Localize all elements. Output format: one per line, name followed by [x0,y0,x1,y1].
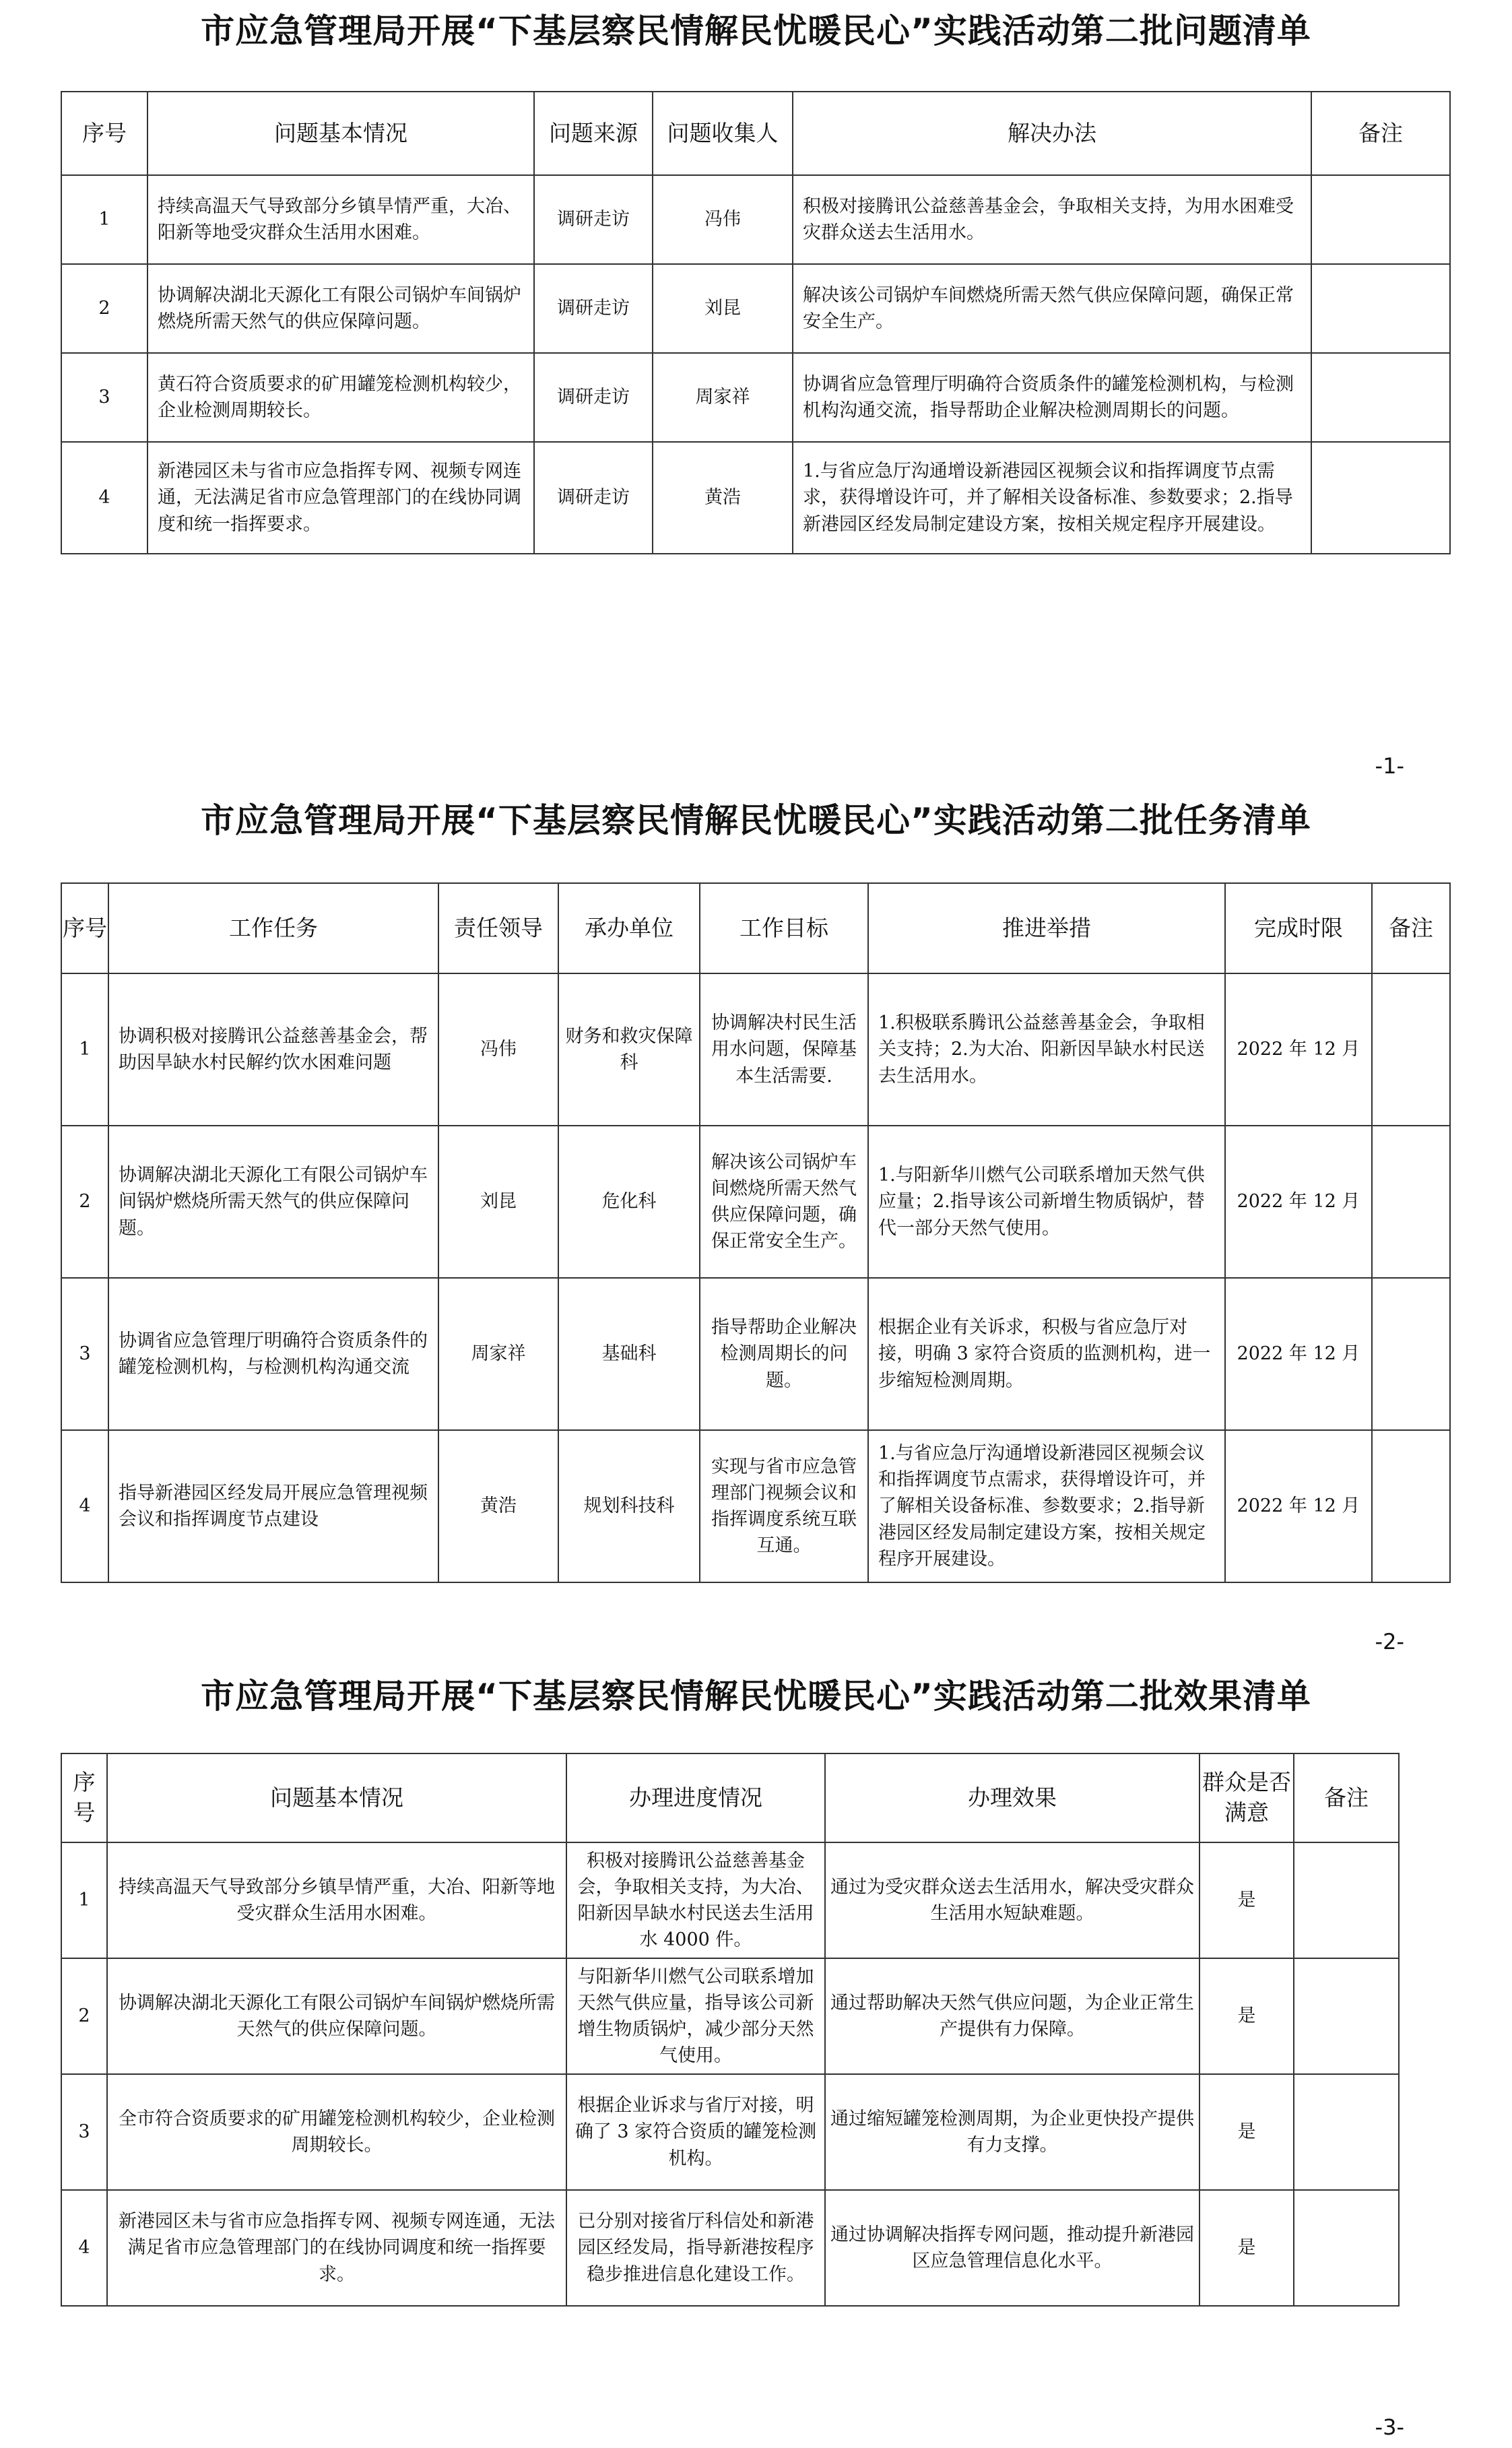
cell-satisfied: 是 [1199,2074,1294,2190]
cell-situation: 协调解决湖北天源化工有限公司锅炉车间锅炉燃烧所需天然气的供应保障问题。 [107,1958,566,2074]
cell-situation: 新港园区未与省市应急指挥专网、视频专网连通，无法满足省市应急管理部门的在线协同调度和统一指挥要求。 [107,2190,566,2306]
cell-no: 1 [61,175,147,264]
header-goal: 工作目标 [700,883,868,973]
cell-no: 3 [61,1278,108,1430]
cell-leader: 刘昆 [438,1126,558,1278]
table-row [61,1278,1450,1430]
cell-unit: 规划科技科 [558,1430,700,1582]
table-row [61,1430,1450,1582]
cell-deadline: 2022 年 12 月 [1225,1126,1372,1278]
cell-remark [1294,1842,1399,1958]
effect-list-title: 市应急管理局开展“下基层察民情解民忧暖民心”实践活动第二批效果清单 [201,1677,1311,1716]
cell-source: 调研走访 [534,264,653,353]
cell-task: 协调积极对接腾讯公益慈善基金会，帮助因旱缺水村民解约饮水困难问题 [108,973,438,1126]
cell-solution: 1.与省应急厅沟通增设新港园区视频会议和指挥调度节点需求，获得增设许可，并了解相关设备标准、参数要求；2.指导新港园区经发局制定建设方案，按相关规定程序开展建设。 [793,442,1311,554]
cell-solution: 积极对接腾讯公益慈善基金会，争取相关支持，为用水困难受灾群众送去生活用水。 [793,175,1311,264]
cell-unit: 危化科 [558,1126,700,1278]
cell-task: 协调解决湖北天源化工有限公司锅炉车间锅炉燃烧所需天然气的供应保障问题。 [108,1126,438,1278]
table-row [61,1126,1450,1278]
cell-situation: 持续高温天气导致部分乡镇旱情严重，大冶、阳新等地受灾群众生活用水困难。 [147,175,534,264]
header-collector: 问题收集人 [653,92,793,175]
cell-collector: 冯伟 [653,175,793,264]
cell-measure: 1.与省应急厅沟通增设新港园区视频会议和指挥调度节点需求，获得增设许可，并了解相关设备标准、参数要求；2.指导新港园区经发局制定建设方案，按相关规定程序开展建设。 [868,1430,1225,1582]
header-leader: 责任领导 [438,883,558,973]
header-effect: 办理效果 [825,1753,1199,1842]
table-row [61,973,1450,1126]
header-unit: 承办单位 [558,883,700,973]
cell-remark [1294,1958,1399,2074]
cell-satisfied: 是 [1199,1958,1294,2074]
header-satisfied: 群众是否满意 [1199,1753,1294,1842]
cell-remark [1311,442,1450,554]
task-list-title: 市应急管理局开展“下基层察民情解民忧暖民心”实践活动第二批任务清单 [201,801,1311,840]
table-row [61,2074,1399,2190]
header-source: 问题来源 [534,92,653,175]
header-no: 序号 [61,92,147,175]
cell-collector: 刘昆 [653,264,793,353]
cell-progress: 积极对接腾讯公益慈善基金会，争取相关支持，为大冶、阳新因旱缺水村民送去生活用水 4000 件。 [566,1842,825,1958]
cell-goal: 协调解决村民生活用水问题，保障基本生活需要. [700,973,868,1126]
table-row [61,1842,1399,1958]
cell-situation: 全市符合资质要求的矿用罐笼检测机构较少，企业检测周期较长。 [107,2074,566,2190]
table-row [61,264,1450,353]
header-no: 序号 [61,1753,107,1842]
header-remark: 备注 [1294,1753,1399,1842]
cell-effect: 通过协调解决指挥专网问题，推动提升新港园区应急管理信息化水平。 [825,2190,1199,2306]
cell-effect: 通过缩短罐笼检测周期，为企业更快投产提供有力支撑。 [825,2074,1199,2190]
cell-remark [1311,175,1450,264]
cell-situation: 协调解决湖北天源化工有限公司锅炉车间锅炉燃烧所需天然气的供应保障问题。 [147,264,534,353]
header-remark: 备注 [1372,883,1450,973]
cell-no: 2 [61,1126,108,1278]
cell-no: 1 [61,1842,107,1958]
cell-no: 4 [61,442,147,554]
table-row [61,2190,1399,2306]
header-progress: 办理进度情况 [566,1753,825,1842]
cell-goal: 指导帮助企业解决检测周期长的问题。 [700,1278,868,1430]
cell-situation: 持续高温天气导致部分乡镇旱情严重，大冶、阳新等地受灾群众生活用水困难。 [107,1842,566,1958]
cell-measure: 1.与阳新华川燃气公司联系增加天然气供应量；2.指导该公司新增生物质锅炉，替代一部分天然气使用。 [868,1126,1225,1278]
cell-progress: 根据企业诉求与省厅对接，明确了 3 家符合资质的罐笼检测机构。 [566,2074,825,2190]
cell-situation: 新港园区未与省市应急指挥专网、视频专网连通，无法满足省市应急管理部门的在线协同调度和统一指挥要求。 [147,442,534,554]
cell-remark [1372,973,1450,1126]
cell-source: 调研走访 [534,353,653,442]
cell-effect: 通过帮助解决天然气供应问题，为企业正常生产提供有力保障。 [825,1958,1199,2074]
cell-remark [1372,1430,1450,1582]
page-number: -3- [1375,2414,1404,2440]
cell-goal: 解决该公司锅炉车间燃烧所需天然气供应保障问题，确保正常安全生产。 [700,1126,868,1278]
header-deadline: 完成时限 [1225,883,1372,973]
header-no: 序号 [61,883,108,973]
header-situation: 问题基本情况 [107,1753,566,1842]
cell-satisfied: 是 [1199,2190,1294,2306]
cell-leader: 黄浩 [438,1430,558,1582]
header-remark: 备注 [1311,92,1450,175]
cell-solution: 协调省应急管理厅明确符合资质条件的罐笼检测机构，与检测机构沟通交流，指导帮助企业解决检测周期长的问题。 [793,353,1311,442]
cell-deadline: 2022 年 12 月 [1225,1430,1372,1582]
cell-remark [1294,2074,1399,2190]
table-row [61,353,1450,442]
cell-remark [1372,1126,1450,1278]
table-header-row [61,883,1450,973]
cell-unit: 基础科 [558,1278,700,1430]
cell-deadline: 2022 年 12 月 [1225,973,1372,1126]
cell-solution: 解决该公司锅炉车间燃烧所需天然气供应保障问题，确保正常安全生产。 [793,264,1311,353]
cell-remark [1311,353,1450,442]
cell-situation: 黄石符合资质要求的矿用罐笼检测机构较少，企业检测周期较长。 [147,353,534,442]
header-situation: 问题基本情况 [147,92,534,175]
cell-goal: 实现与省市应急管理部门视频会议和指挥调度系统互联互通。 [700,1430,868,1582]
cell-measure: 根据企业有关诉求，积极与省应急厅对接，明确 3 家符合资质的监测机构，进一步缩短检测周期。 [868,1278,1225,1430]
header-measure: 推进举措 [868,883,1225,973]
header-solution: 解决办法 [793,92,1311,175]
cell-no: 2 [61,1958,107,2074]
task-list-table [61,882,1451,1583]
cell-no: 3 [61,353,147,442]
table-row [61,1958,1399,2074]
cell-task: 指导新港园区经发局开展应急管理视频会议和指挥调度节点建设 [108,1430,438,1582]
cell-progress: 已分别对接省厅科信处和新港园区经发局，指导新港按程序稳步推进信息化建设工作。 [566,2190,825,2306]
cell-leader: 冯伟 [438,973,558,1126]
cell-remark [1372,1278,1450,1430]
header-task: 工作任务 [108,883,438,973]
page-number: -1- [1375,753,1404,779]
cell-leader: 周家祥 [438,1278,558,1430]
cell-collector: 周家祥 [653,353,793,442]
page-number: -2- [1375,1629,1404,1654]
cell-remark [1294,2190,1399,2306]
table-row [61,442,1450,554]
cell-measure: 1.积极联系腾讯公益慈善基金会，争取相关支持；2.为大冶、阳新因旱缺水村民送去生活用水。 [868,973,1225,1126]
cell-unit: 财务和救灾保障科 [558,973,700,1126]
cell-source: 调研走访 [534,442,653,554]
cell-collector: 黄浩 [653,442,793,554]
table-header-row [61,1753,1399,1842]
cell-remark [1311,264,1450,353]
cell-deadline: 2022 年 12 月 [1225,1278,1372,1430]
cell-no: 4 [61,2190,107,2306]
table-row [61,175,1450,264]
problem-list-title: 市应急管理局开展“下基层察民情解民忧暖民心”实践活动第二批问题清单 [201,11,1311,51]
cell-progress: 与阳新华川燃气公司联系增加天然气供应量，指导该公司新增生物质锅炉，减少部分天然气使用。 [566,1958,825,2074]
cell-source: 调研走访 [534,175,653,264]
cell-no: 4 [61,1430,108,1582]
cell-satisfied: 是 [1199,1842,1294,1958]
cell-task: 协调省应急管理厅明确符合资质条件的罐笼检测机构，与检测机构沟通交流 [108,1278,438,1430]
problem-list-table [61,91,1451,554]
cell-no: 2 [61,264,147,353]
cell-no: 3 [61,2074,107,2190]
table-header-row [61,92,1450,175]
cell-effect: 通过为受灾群众送去生活用水，解决受灾群众生活用水短缺难题。 [825,1842,1199,1958]
effect-list-table [61,1753,1400,2307]
cell-no: 1 [61,973,108,1126]
